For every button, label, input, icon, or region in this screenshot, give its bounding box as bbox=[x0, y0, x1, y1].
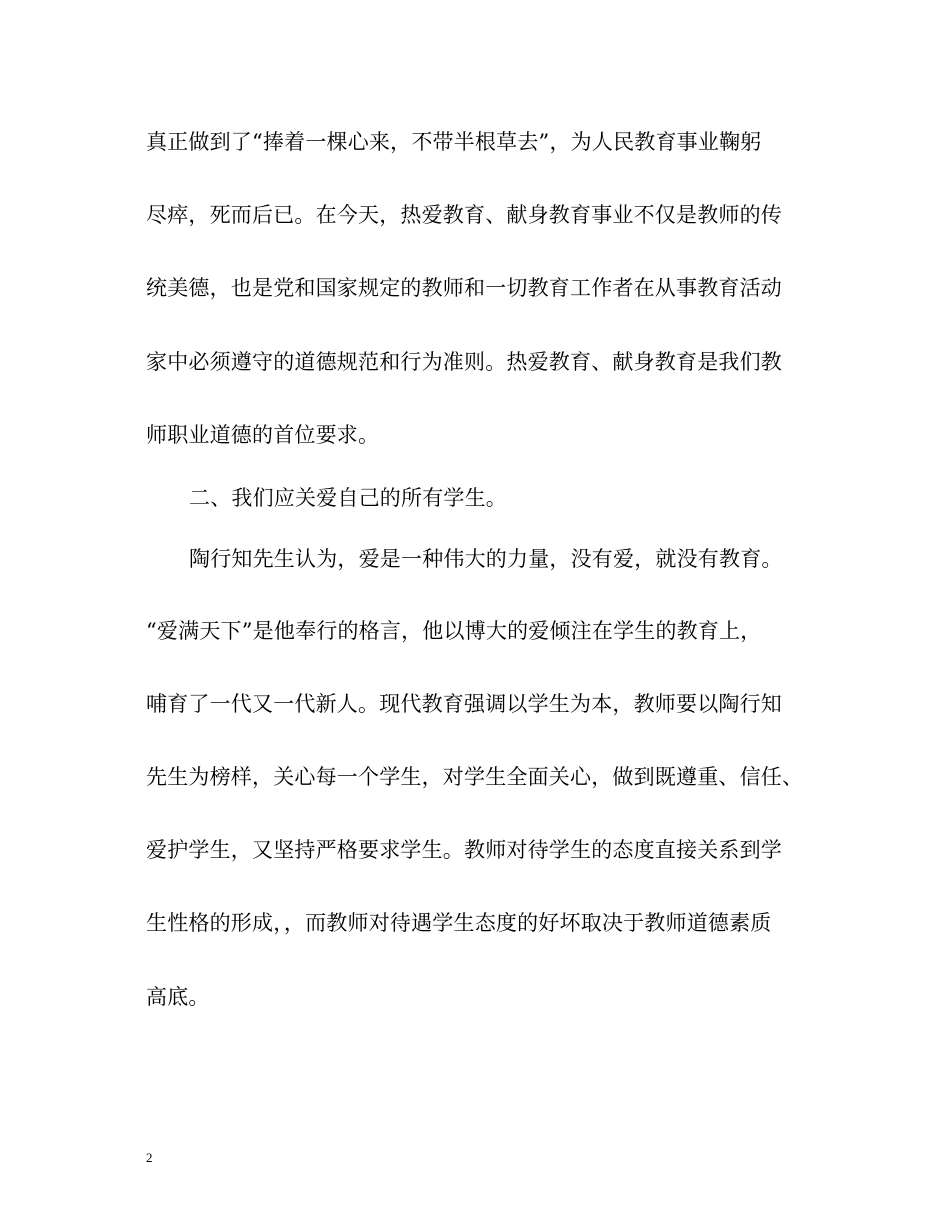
paragraph-line: 真正做到了“捧着一棵心来，不带半根草去”，为人民教育事业鞠躬 bbox=[146, 130, 762, 154]
paragraph-line: 尽瘁，死而后已。在今天，热爱教育、献身教育事业不仅是教师的传 bbox=[146, 203, 782, 227]
paragraph-line: 生性格的形成，，而教师对待遇学生态度的好坏取决于教师道德素质 bbox=[146, 911, 772, 935]
paragraph-line: 高底。 bbox=[146, 985, 210, 1009]
paragraph-line: 爱护学生，又坚持严格要求学生。教师对待学生的态度直接关系到学 bbox=[146, 838, 782, 862]
paragraph-line: 先生为榜样，关心每一个学生，对学生全面关心，做到既遵重、信任、 bbox=[146, 765, 804, 789]
paragraph-line: 家中必须遵守的道德规范和行为准则。热爱教育、献身教育是我们教 bbox=[146, 350, 782, 374]
page-number: 2 bbox=[146, 1150, 153, 1165]
paragraph-line: 哺育了一代又一代新人。现代教育强调以学生为本，教师要以陶行知 bbox=[146, 692, 782, 716]
paragraph-line: 陶行知先生认为，爱是一种伟大的力量，没有爱，就没有教育。 bbox=[189, 547, 783, 571]
paragraph-line: “爱满天下”是他奉行的格言，他以博大的爱倾注在学生的教育上， bbox=[146, 619, 762, 643]
paragraph-line: 统美德，也是党和国家规定的教师和一切教育工作者在从事教育活动 bbox=[146, 276, 782, 300]
paragraph-line: 师职业道德的首位要求。 bbox=[146, 423, 380, 447]
section-heading: 二、我们应关爱自己的所有学生。 bbox=[189, 486, 507, 510]
